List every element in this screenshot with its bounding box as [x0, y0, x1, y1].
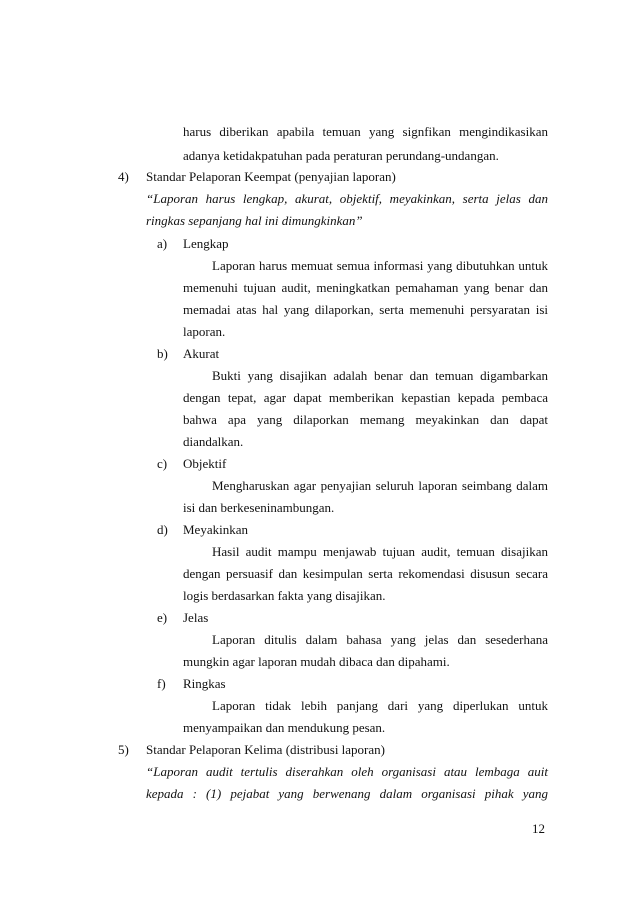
item-a-line-3: memadai atas hal yang dilaporkan, serta memenuhi persyaratan isi	[183, 302, 548, 317]
intro-line-2: adanya ketidakpatuhan pada peraturan perundang-undangan.	[183, 148, 499, 163]
item-b-title: Akurat	[183, 346, 220, 361]
item-c-title: Objektif	[183, 456, 227, 471]
item-b-line-4: diandalkan.	[183, 434, 244, 449]
item-f-line-2: menyampaikan dan mendukung pesan.	[183, 720, 386, 735]
item-c-line-2: isi dan berkeseninambungan.	[183, 500, 335, 515]
item-b-line-3: bahwa apa yang dilaporkan memang meyakinkan dan dapat	[183, 412, 548, 427]
item-b-line-1: Bukti yang disajikan adalah benar dan temuan digambarkan	[212, 368, 548, 383]
standard-4-quote-line-2: ringkas sepanjang hal ini dimungkinkan”	[146, 213, 363, 228]
standard-5-quote-line-1: “Laporan audit tertulis diserahkan oleh organisasi atau lembaga auit	[146, 764, 548, 779]
standard-5-number: 5)	[118, 742, 129, 757]
item-d-letter: d)	[157, 522, 168, 537]
page-number: 12	[532, 821, 545, 836]
item-c-line-1: Mengharuskan agar penyajian seluruh laporan seimbang dalam	[212, 478, 548, 493]
item-b-letter: b)	[157, 346, 168, 361]
standard-5-quote-line-2: kepada : (1) pejabat yang berwenang dalam organisasi pihak yang	[146, 786, 548, 801]
item-d-line-2: dengan persuasif dan kesimpulan serta rekomendasi disusun secara	[183, 566, 548, 581]
item-a-title: Lengkap	[183, 236, 229, 251]
item-e-letter: e)	[157, 610, 168, 625]
item-a-line-4: laporan.	[183, 324, 226, 339]
standard-4-quote-line-1: “Laporan harus lengkap, akurat, objektif, meyakinkan, serta jelas dan	[146, 191, 548, 206]
intro-line-1: harus diberikan apabila temuan yang signfikan mengindikasikan	[183, 124, 548, 139]
standard-4-number: 4)	[118, 169, 129, 184]
item-d-line-3: logis berdasarkan fakta yang disajikan.	[183, 588, 386, 603]
item-a-line-1: Laporan harus memuat semua informasi yang dibutuhkan untuk	[212, 258, 548, 273]
item-e-line-2: mungkin agar laporan mudah dibaca dan dipahami.	[183, 654, 450, 669]
item-a-line-2: memenuhi tujuan audit, meningkatkan pemahaman yang benar dan	[183, 280, 548, 295]
standard-4-heading: Standar Pelaporan Keempat (penyajian laporan)	[146, 169, 396, 184]
item-a-letter: a)	[157, 236, 168, 251]
item-e-line-1: Laporan ditulis dalam bahasa yang jelas dan sesederhana	[212, 632, 548, 647]
standard-5-heading: Standar Pelaporan Kelima (distribusi laporan)	[146, 742, 385, 757]
item-b-line-2: dengan tepat, agar dapat memberikan kepastian kepada pembaca	[183, 390, 548, 405]
item-f-title: Ringkas	[183, 676, 226, 691]
item-e-title: Jelas	[183, 610, 209, 625]
item-d-title: Meyakinkan	[183, 522, 248, 537]
item-f-letter: f)	[157, 676, 166, 691]
item-f-line-1: Laporan tidak lebih panjang dari yang diperlukan untuk	[212, 698, 548, 713]
item-d-line-1: Hasil audit mampu menjawab tujuan audit, temuan disajikan	[212, 544, 548, 559]
item-c-letter: c)	[157, 456, 168, 471]
